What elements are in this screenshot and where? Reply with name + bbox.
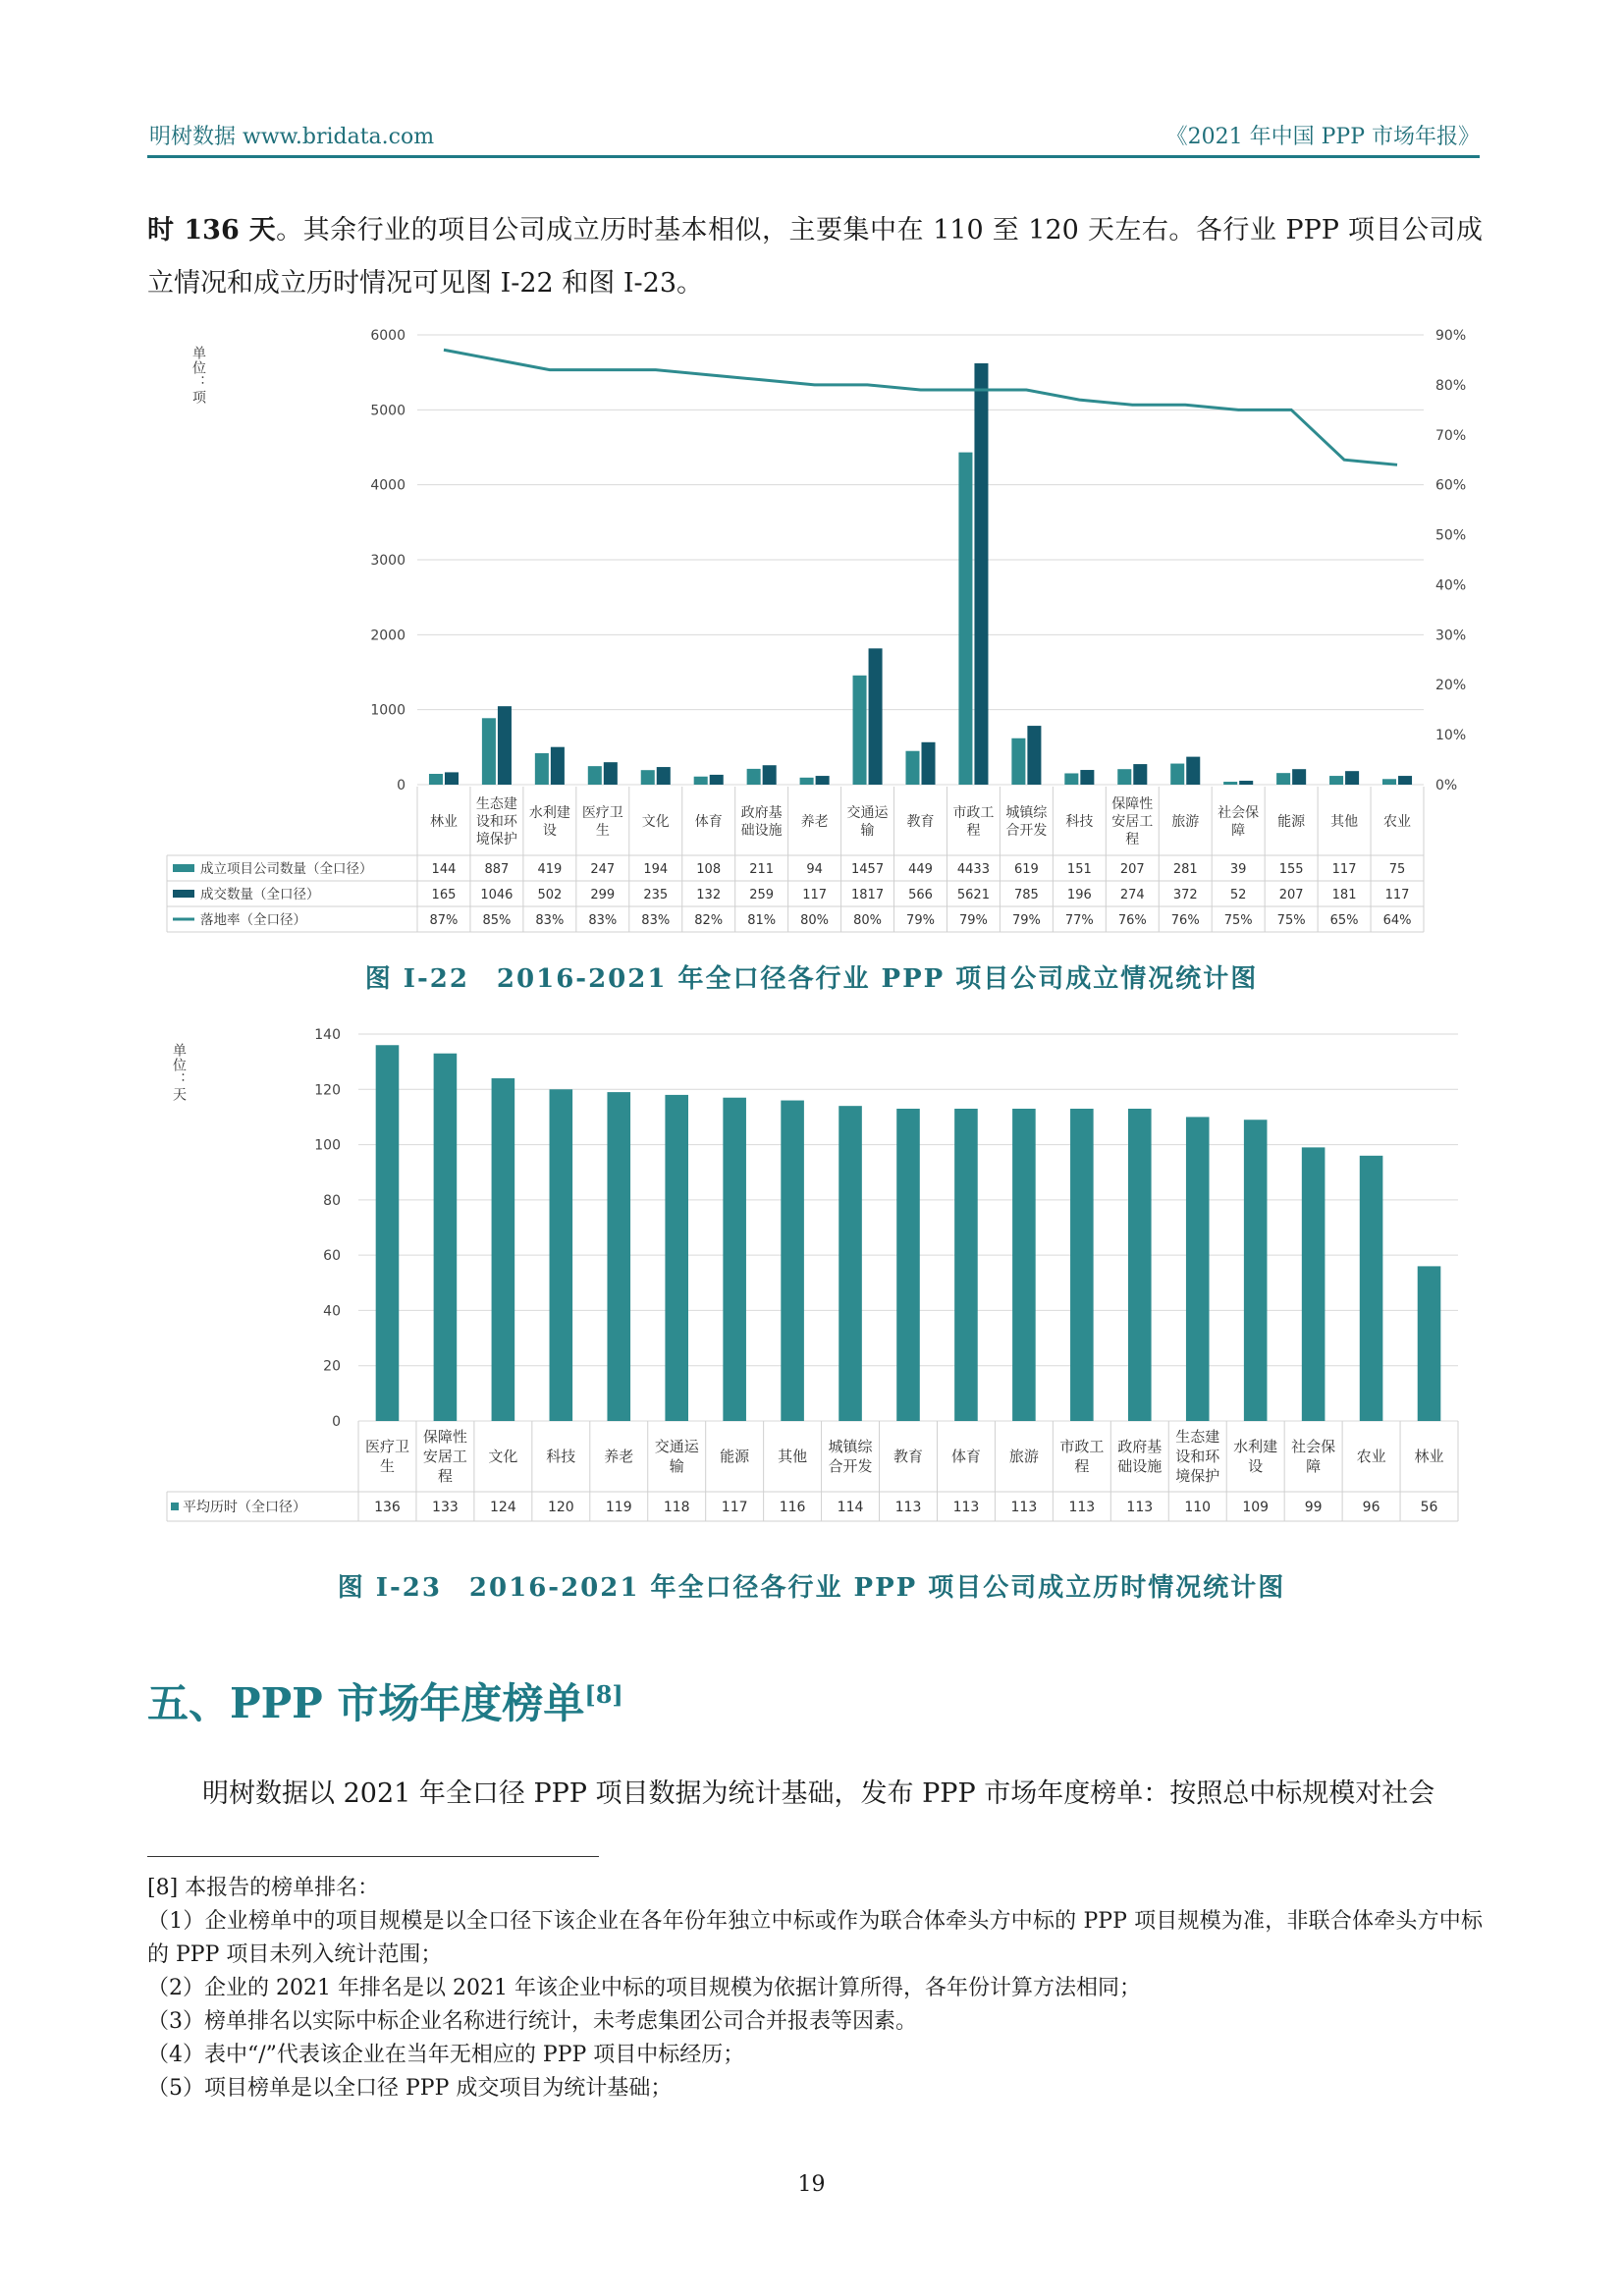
data-label: 113	[1126, 1500, 1154, 1515]
data-label: 96	[1362, 1500, 1380, 1515]
y2-tick-label: 30%	[1435, 628, 1467, 644]
y-tick-label: 80	[323, 1192, 341, 1209]
data-label: 619	[1013, 862, 1039, 877]
data-label: 113	[894, 1500, 922, 1515]
x-category-label: 旅游	[1171, 814, 1200, 830]
bar-series-1	[1276, 773, 1290, 785]
data-label: 85%	[482, 913, 512, 928]
data-label: 65%	[1329, 913, 1359, 928]
x-category-label: 保障性	[422, 1428, 467, 1446]
data-label: 83%	[588, 913, 618, 928]
x-category-label: 文化	[641, 814, 670, 830]
legend-key	[173, 890, 194, 898]
bar-series-1	[1117, 769, 1131, 785]
section-title	[147, 1671, 623, 1730]
bar-avg-duration	[896, 1109, 920, 1421]
x-category-label: 水利建	[528, 805, 570, 821]
y-tick-label: 120	[314, 1082, 341, 1099]
data-label: 165	[431, 888, 457, 902]
x-category-label: 社会保	[1291, 1438, 1336, 1455]
bar-avg-duration	[781, 1101, 804, 1421]
data-label: 119	[605, 1500, 632, 1515]
x-category-label: 农业	[1356, 1448, 1386, 1465]
x-category-label: 林业	[429, 814, 458, 830]
y2-tick-label: 40%	[1435, 577, 1467, 594]
bar-series-1	[958, 453, 972, 785]
x-category-label: 社会保	[1217, 805, 1260, 821]
data-label: 5621	[956, 888, 990, 902]
data-label: 79%	[1011, 913, 1041, 928]
footnote-line: （3）榜单排名以实际中标企业名称进行统计，未考虑集团公司合并报表等因素。	[147, 2009, 917, 2034]
x-category-label: 输	[860, 823, 875, 839]
data-label: 299	[590, 888, 616, 902]
x-category-label: 程	[966, 823, 981, 839]
y2-tick-label: 20%	[1435, 678, 1467, 694]
data-label: 124	[490, 1500, 516, 1515]
legend-label: 成立项目公司数量（全口径）	[200, 861, 373, 877]
intro-paragraph	[147, 204, 1483, 310]
x-category-label: 市政工	[952, 805, 995, 821]
x-category-label: 能源	[1277, 814, 1306, 830]
x-category-label: 教育	[906, 814, 935, 830]
x-category-label: 安居工	[1111, 814, 1154, 830]
data-label: 81%	[747, 913, 777, 928]
legend-label: 平均历时（全口径）	[183, 1500, 306, 1515]
x-category-label: 生	[595, 823, 610, 839]
data-label: 76%	[1117, 913, 1147, 928]
body-paragraph: 明树数据以 2021 年全口径 PPP 项目数据为统计基础，发布 PPP 市场年度榜单：按照总中标规模对社会	[202, 1778, 1435, 1809]
chart-i23-caption: 图 I-23 2016-2021 年全口径各行业 PPP 项目公司成立历时情况统计图	[337, 1573, 1286, 1603]
header-left: 明树数据 www.bridata.com	[149, 125, 435, 149]
data-label: 1457	[851, 862, 885, 877]
chart-i22	[147, 320, 1483, 939]
bar-series-2	[657, 767, 671, 785]
legend-label: 落地率（全口径）	[200, 912, 306, 928]
bar-series-2	[869, 648, 883, 785]
x-category-label: 医疗卫	[364, 1438, 409, 1455]
x-category-label: 生态建	[1175, 1428, 1220, 1446]
x-category-label: 程	[1125, 832, 1140, 847]
data-label: 116	[779, 1500, 806, 1515]
x-category-label: 科技	[1065, 814, 1094, 830]
data-label: 4433	[956, 862, 990, 877]
x-category-label: 农业	[1383, 814, 1412, 830]
page-number: 19	[797, 2172, 826, 2197]
x-category-label: 础设施	[1117, 1457, 1163, 1475]
data-label: 132	[696, 888, 722, 902]
line-series-landing-rate	[444, 350, 1397, 465]
bar-avg-duration	[1070, 1109, 1094, 1421]
bar-avg-duration	[376, 1045, 400, 1421]
y-tick-label: 20	[323, 1358, 341, 1375]
data-label: 117	[1331, 862, 1357, 877]
data-label: 281	[1172, 862, 1198, 877]
legend-label: 成交数量（全口径）	[200, 887, 320, 902]
data-label: 75%	[1276, 913, 1306, 928]
footnotes	[147, 1872, 1483, 2105]
x-category-label: 城镇综	[828, 1438, 873, 1455]
y-tick-label: 6000	[370, 328, 406, 344]
data-label: 419	[537, 862, 563, 877]
bar-series-2	[1080, 770, 1094, 785]
bar-series-2	[1133, 764, 1147, 785]
x-category-label: 交通运	[654, 1438, 699, 1455]
bar-avg-duration	[954, 1109, 978, 1421]
data-label: 117	[721, 1500, 748, 1515]
bar-avg-duration	[434, 1054, 458, 1421]
data-label: 785	[1013, 888, 1039, 902]
x-category-label: 设和环	[475, 814, 517, 830]
bar-series-2	[710, 775, 724, 785]
x-category-label: 林业	[1414, 1448, 1444, 1465]
bar-series-1	[1011, 738, 1025, 785]
x-category-label: 其他	[1330, 814, 1359, 830]
data-label: 144	[431, 862, 457, 877]
bar-series-1	[535, 753, 549, 785]
footnote-divider	[147, 1856, 599, 1857]
bar-avg-duration	[492, 1078, 515, 1421]
data-label: 87%	[429, 913, 459, 928]
bar-series-1	[641, 770, 655, 785]
bar-series-1	[1223, 782, 1237, 785]
x-category-label: 境保护	[475, 832, 517, 847]
bar-series-2	[604, 762, 618, 785]
section-footnote-ref: [8]	[584, 1680, 623, 1709]
data-label: 117	[1384, 888, 1410, 902]
x-category-label: 科技	[546, 1448, 576, 1465]
data-label: 113	[1010, 1500, 1038, 1515]
bar-series-1	[1382, 779, 1396, 785]
chart-i22-caption: 图 I-22 2016-2021 年全口径各行业 PPP 项目公司成立情况统计图	[364, 964, 1259, 994]
x-category-label: 城镇综	[1005, 805, 1048, 821]
data-label: 247	[590, 862, 616, 877]
header-divider	[147, 155, 1480, 158]
x-category-label: 市政工	[1059, 1438, 1105, 1455]
data-label: 110	[1184, 1500, 1212, 1515]
bar-avg-duration	[1186, 1117, 1210, 1421]
footnote-line: （2）企业的 2021 年排名是以 2021 年该企业中标的项目规模为依据计算所得，各年份计算方法相同；	[147, 1976, 1141, 2000]
y-tick-label: 1000	[370, 702, 406, 719]
data-label: 566	[908, 888, 933, 902]
bar-series-2	[1186, 757, 1200, 785]
bar-series-1	[1170, 764, 1184, 785]
data-label: 1817	[851, 888, 885, 902]
x-category-label: 设和环	[1175, 1448, 1220, 1465]
x-category-label: 养老	[604, 1448, 634, 1465]
data-label: 79%	[958, 913, 988, 928]
data-label: 136	[374, 1500, 401, 1515]
bar-series-1	[1329, 776, 1343, 785]
data-label: 77%	[1064, 913, 1094, 928]
bar-series-1	[588, 766, 602, 785]
x-category-label: 政府基	[740, 805, 783, 821]
bar-avg-duration	[1302, 1147, 1325, 1421]
y2-tick-label: 10%	[1435, 728, 1467, 744]
data-label: 113	[952, 1500, 980, 1515]
bar-series-1	[429, 774, 443, 785]
x-category-label: 障	[1231, 823, 1246, 839]
data-label: 75	[1388, 862, 1406, 877]
bar-avg-duration	[1418, 1266, 1441, 1421]
section-title-text: 五、PPP 市场年度榜单	[147, 1679, 585, 1727]
y-tick-label: 100	[314, 1137, 341, 1154]
x-category-label: 旅游	[1008, 1448, 1039, 1465]
data-label: 75%	[1223, 913, 1253, 928]
y2-tick-label: 90%	[1435, 328, 1467, 344]
y2-tick-label: 80%	[1435, 377, 1467, 394]
data-label: 56	[1420, 1500, 1438, 1515]
y-tick-label: 140	[314, 1027, 341, 1043]
x-category-label: 交通运	[846, 805, 889, 821]
data-label: 80%	[800, 913, 830, 928]
bar-series-2	[1345, 771, 1359, 785]
x-category-label: 生	[379, 1457, 395, 1475]
x-category-label: 养老	[800, 814, 829, 830]
footnote-line: [8] 本报告的榜单排名：	[147, 1876, 380, 1900]
bar-series-2	[498, 706, 512, 785]
y-tick-label: 4000	[370, 477, 406, 494]
y-tick-label: 40	[323, 1303, 341, 1320]
intro-bold: 时 136 天	[147, 215, 277, 246]
data-label: 118	[663, 1500, 690, 1515]
x-category-label: 水利建	[1233, 1438, 1278, 1455]
data-label: 99	[1304, 1500, 1323, 1515]
y2-tick-label: 0%	[1435, 778, 1458, 793]
data-label: 108	[696, 862, 722, 877]
x-category-label: 保障性	[1111, 796, 1154, 812]
data-label: 502	[537, 888, 563, 902]
bar-avg-duration	[665, 1095, 688, 1421]
bar-series-2	[1027, 726, 1041, 785]
y2-tick-label: 50%	[1435, 527, 1467, 544]
chart-i23	[147, 1021, 1483, 1532]
y-tick-label: 0	[332, 1414, 341, 1430]
data-label: 94	[806, 862, 823, 877]
x-category-label: 输	[669, 1457, 684, 1475]
data-label: 207	[1278, 888, 1304, 902]
bar-series-2	[1292, 769, 1306, 785]
data-label: 1046	[480, 888, 514, 902]
bar-series-1	[853, 676, 867, 785]
data-label: 274	[1119, 888, 1145, 902]
data-label: 259	[749, 888, 775, 902]
x-category-label: 体育	[950, 1448, 981, 1465]
data-label: 52	[1229, 888, 1247, 902]
footnote-line: （1）企业榜单中的项目规模是以全口径下该企业在各年份年独立中标或作为联合体牵头方中标的 PPP 项目规模为准，非联合体牵头方中标的 PPP 项目未列入统计范围；	[147, 1909, 1483, 1967]
x-category-label: 安居工	[422, 1448, 467, 1465]
bar-avg-duration	[1360, 1156, 1383, 1421]
bar-series-2	[816, 776, 830, 785]
x-category-label: 生态建	[475, 796, 517, 812]
x-category-label: 其他	[778, 1448, 808, 1465]
data-label: 80%	[853, 913, 883, 928]
bar-series-1	[482, 718, 496, 785]
data-label: 76%	[1170, 913, 1200, 928]
bar-avg-duration	[1128, 1109, 1152, 1421]
data-label: 120	[547, 1500, 574, 1515]
data-label: 117	[802, 888, 828, 902]
data-label: 39	[1229, 862, 1247, 877]
x-category-label: 能源	[720, 1448, 750, 1465]
bar-avg-duration	[839, 1106, 862, 1421]
x-category-label: 设	[542, 823, 557, 839]
data-label: 181	[1331, 888, 1357, 902]
footnote-line: （4）表中“/”代表该企业在当年无相应的 PPP 项目中标经历；	[147, 2043, 745, 2067]
data-label: 113	[1068, 1500, 1096, 1515]
legend-key	[171, 1503, 179, 1510]
data-label: 83%	[535, 913, 565, 928]
legend-key	[173, 864, 194, 872]
y2-tick-label: 70%	[1435, 427, 1467, 444]
y-tick-label: 3000	[370, 553, 406, 569]
bar-avg-duration	[1244, 1120, 1268, 1421]
bar-series-1	[800, 778, 814, 785]
data-label: 155	[1278, 862, 1304, 877]
y-tick-label: 5000	[370, 403, 406, 419]
intro-text: 。其余行业的项目公司成立历时基本相似，主要集中在 110 至 120 天左右。各行业 PPP 项目公司成立情况和成立历时情况可见图 I-22 和图 I-23。	[147, 215, 1483, 299]
data-label: 194	[643, 862, 669, 877]
x-category-label: 合开发	[1005, 823, 1048, 839]
bar-avg-duration	[550, 1089, 573, 1421]
bar-series-1	[1064, 773, 1078, 785]
x-category-label: 政府基	[1117, 1438, 1163, 1455]
bar-series-2	[1398, 776, 1412, 785]
y-tick-label: 60	[323, 1248, 341, 1265]
data-label: 887	[484, 862, 510, 877]
x-category-label: 医疗卫	[581, 805, 623, 821]
x-category-label: 合开发	[828, 1457, 873, 1475]
y-tick-label: 0	[397, 778, 406, 793]
data-label: 235	[643, 888, 669, 902]
unit-label: 单位：项	[190, 346, 206, 405]
header-right: 《2021 年中国 PPP 市场年报》	[1165, 125, 1480, 149]
y-tick-label: 2000	[370, 628, 406, 644]
x-category-label: 础设施	[740, 823, 783, 839]
bar-series-1	[905, 751, 919, 785]
x-category-label: 设	[1248, 1457, 1264, 1475]
unit-label: 单位：天	[171, 1043, 187, 1102]
data-label: 372	[1172, 888, 1198, 902]
data-label: 151	[1066, 862, 1092, 877]
data-label: 82%	[694, 913, 724, 928]
bar-avg-duration	[1012, 1109, 1036, 1421]
x-category-label: 文化	[488, 1448, 518, 1465]
bar-avg-duration	[723, 1098, 746, 1421]
bar-avg-duration	[607, 1092, 630, 1421]
bar-series-2	[1239, 781, 1253, 785]
x-category-label: 程	[1074, 1457, 1090, 1475]
bar-series-1	[694, 777, 708, 785]
data-label: 109	[1242, 1500, 1270, 1515]
x-category-label: 程	[437, 1467, 453, 1485]
bar-series-2	[922, 742, 936, 785]
bar-series-2	[551, 747, 565, 785]
bar-series-1	[747, 769, 761, 785]
footnote-line: （5）项目榜单是以全口径 PPP 成交项目为统计基础；	[147, 2076, 673, 2101]
x-category-label: 障	[1306, 1457, 1322, 1475]
data-label: 211	[749, 862, 775, 877]
x-category-label: 教育	[893, 1448, 924, 1465]
y2-tick-label: 60%	[1435, 477, 1467, 494]
x-category-label: 体育	[694, 814, 723, 830]
data-label: 79%	[906, 913, 935, 928]
data-label: 64%	[1382, 913, 1412, 928]
data-label: 133	[432, 1500, 459, 1515]
bar-series-2	[974, 363, 988, 785]
data-label: 114	[837, 1500, 864, 1515]
bar-series-2	[763, 765, 777, 785]
data-label: 83%	[641, 913, 671, 928]
data-label: 449	[908, 862, 933, 877]
data-label: 196	[1066, 888, 1092, 902]
bar-series-2	[445, 772, 459, 785]
x-category-label: 境保护	[1175, 1467, 1220, 1485]
data-label: 207	[1119, 862, 1145, 877]
